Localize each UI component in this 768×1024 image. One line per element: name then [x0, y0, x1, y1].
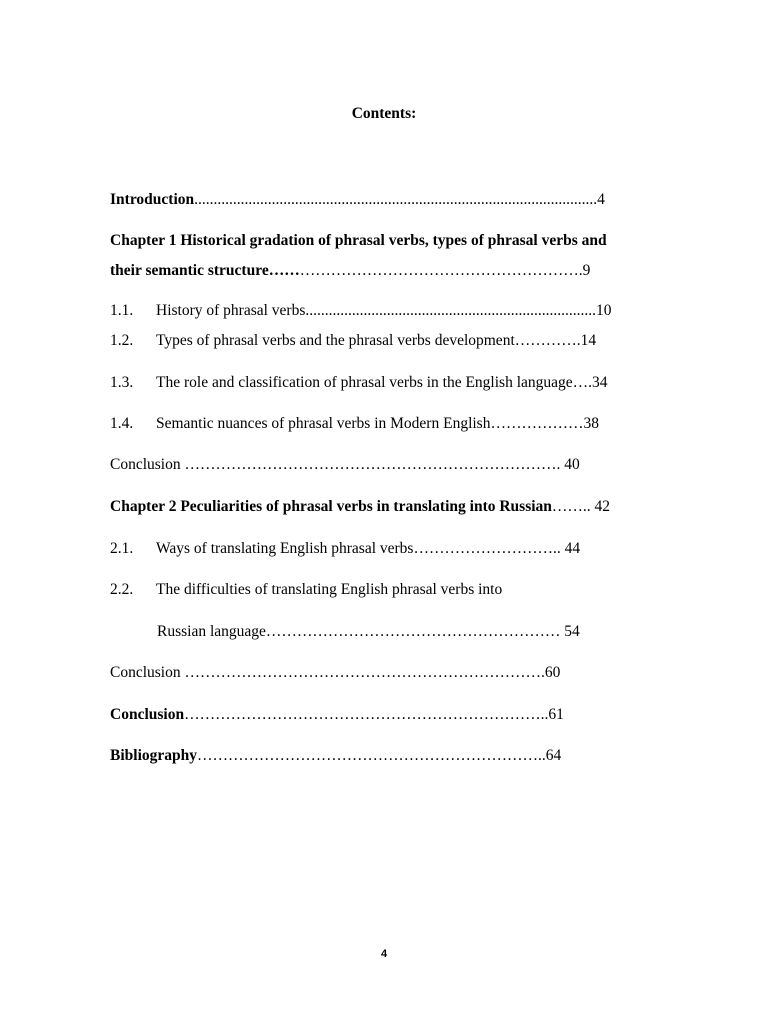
- toc-leader: ….: [572, 374, 593, 391]
- toc-page: 60: [544, 664, 561, 681]
- toc-entry-conclusion-2[interactable]: [110, 663, 560, 683]
- toc-page: 4: [597, 191, 605, 208]
- toc-title: Chapter 1 Historical gradation of phrasal verbs, types of phrasal verbs and: [110, 232, 607, 249]
- toc-title: Chapter 2 Peculiarities of phrasal verbs in translating into Russian: [110, 498, 552, 515]
- toc-page: 40: [564, 456, 580, 473]
- toc-entry-2-2-line2[interactable]: [157, 622, 580, 642]
- toc-entry-1-4[interactable]: [110, 414, 599, 434]
- toc-page: 54: [564, 623, 580, 640]
- toc-entry-1-2[interactable]: [110, 331, 596, 351]
- toc-entry-conclusion-main[interactable]: [110, 705, 564, 725]
- toc-leader: …………………………………………………………….: [180, 664, 545, 681]
- toc-title: Conclusion: [110, 456, 181, 473]
- toc-entry-conclusion-1[interactable]: [110, 455, 580, 475]
- toc-leader: ………………………..: [413, 540, 565, 557]
- toc-page: 14: [580, 332, 597, 349]
- toc-entry-chapter-1-line1[interactable]: [110, 231, 607, 251]
- toc-page: 10: [596, 302, 612, 319]
- toc-title: The difficulties of translating English phrasal verbs into: [156, 581, 503, 598]
- toc-leader: …………………………………………………………..: [197, 747, 546, 764]
- toc-title: Ways of translating English phrasal verbs: [156, 540, 414, 557]
- toc-number: 2.1.: [110, 540, 134, 557]
- toc-page: 61: [548, 706, 564, 723]
- toc-leader: ……………………………………………….: [299, 262, 583, 279]
- toc-title: their semantic structure……: [110, 262, 300, 279]
- toc-entry-bibliography[interactable]: [110, 746, 561, 766]
- toc-entry-chapter-1-line2[interactable]: [110, 261, 590, 281]
- toc-entry-2-1[interactable]: [110, 539, 580, 559]
- toc-entry-1-1[interactable]: [110, 301, 612, 321]
- toc-page: 38: [583, 415, 599, 432]
- toc-number: 2.2.: [110, 581, 134, 598]
- toc-page: 44: [564, 540, 581, 557]
- toc-title: History of phrasal verbs: [156, 302, 306, 319]
- toc-number: 1.2.: [110, 332, 134, 349]
- toc-leader: ……………………………………………………………..: [184, 706, 549, 723]
- toc-leader: ........................................................................................................: [194, 191, 598, 208]
- contents-heading: Contents:: [351, 105, 417, 122]
- toc-entry-chapter-2[interactable]: [110, 497, 610, 517]
- toc-page: 9: [582, 262, 591, 279]
- page-number: 4: [380, 948, 388, 960]
- toc-leader: ...........................................................................: [305, 302, 596, 319]
- toc-title: Conclusion: [110, 664, 181, 681]
- toc-title: Introduction: [110, 191, 195, 208]
- toc-entry-introduction[interactable]: [110, 190, 605, 210]
- toc-title: Conclusion: [110, 706, 185, 723]
- toc-page: 64: [545, 747, 562, 764]
- toc-number: 1.1.: [110, 302, 134, 319]
- toc-title: Types of phrasal verbs and the phrasal verbs development: [156, 332, 515, 349]
- toc-title: The role and classification of phrasal verbs in the English language: [156, 374, 573, 391]
- toc-leader: ………………: [490, 415, 584, 432]
- toc-title: Semantic nuances of phrasal verbs in Modern English: [156, 415, 491, 432]
- toc-page: 34: [592, 374, 608, 391]
- toc-leader: ………….: [514, 332, 581, 349]
- toc-number: 1.4.: [110, 415, 134, 432]
- toc-entry-2-2-line1[interactable]: [110, 580, 502, 600]
- toc-leader: ……..: [551, 498, 595, 515]
- toc-leader: …………………………………………………: [265, 623, 565, 640]
- toc-page: 42: [594, 498, 611, 515]
- toc-leader: ……………………………………………………………….: [180, 456, 565, 473]
- toc-title: Bibliography: [110, 747, 197, 764]
- toc-entry-1-3[interactable]: [110, 373, 608, 393]
- toc-title: Russian language: [157, 623, 266, 640]
- toc-number: 1.3.: [110, 374, 134, 391]
